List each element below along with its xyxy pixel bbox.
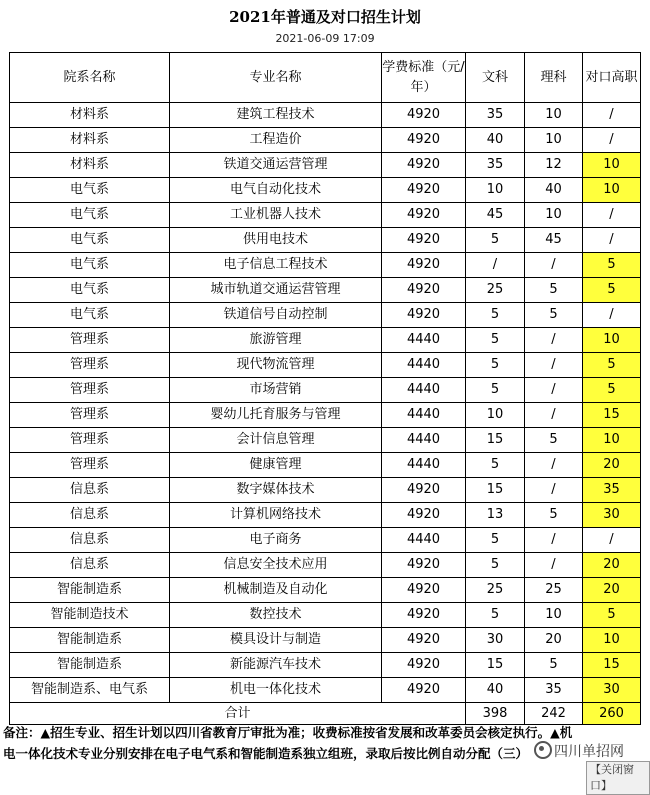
cell-science: / [525, 403, 583, 428]
cell-major: 计算机网络技术 [170, 503, 382, 528]
table-row [10, 153, 641, 178]
cell-dept: 智能制造系 [10, 578, 170, 603]
cell-science: 10 [525, 103, 583, 128]
cell-arts: 5 [466, 378, 525, 403]
cell-dept: 信息系 [10, 528, 170, 553]
cell-arts: 30 [466, 628, 525, 653]
col-header-dept: 院系名称 [10, 53, 170, 103]
cell-major: 婴幼儿托育服务与管理 [170, 403, 382, 428]
col-header-vocational: 对口高职 [583, 53, 641, 103]
table-row [10, 628, 641, 653]
cell-dept: 电气系 [10, 253, 170, 278]
cell-fee: 4920 [382, 253, 466, 278]
cell-major: 建筑工程技术 [170, 103, 382, 128]
page-title: 2021年普通及对口招生计划 [229, 8, 421, 26]
cell-dept: 管理系 [10, 353, 170, 378]
cell-major: 会计信息管理 [170, 428, 382, 453]
cell-fee: 4920 [382, 278, 466, 303]
col-header-major: 专业名称 [170, 53, 382, 103]
table-row [10, 253, 641, 278]
table-row [10, 553, 641, 578]
cell-fee: 4440 [382, 328, 466, 353]
cell-science: / [525, 553, 583, 578]
cell-fee: 4920 [382, 478, 466, 503]
footnote-line-2: 电一体化技术专业分别安排在电子电气系和智能制造系独立组班，录取后按比例自动分配（三） [3, 746, 529, 761]
cell-major: 机械制造及自动化 [170, 578, 382, 603]
cell-fee: 4920 [382, 203, 466, 228]
cell-vocational: / [583, 528, 641, 553]
cell-vocational: 10 [583, 628, 641, 653]
cell-science: / [525, 478, 583, 503]
cell-fee: 4920 [382, 678, 466, 703]
total-science: 242 [525, 703, 583, 725]
cell-vocational: / [583, 203, 641, 228]
table-header-row [10, 53, 641, 103]
cell-vocational: / [583, 228, 641, 253]
cell-dept: 管理系 [10, 328, 170, 353]
cell-science: 40 [525, 178, 583, 203]
table-row [10, 578, 641, 603]
cell-science: 35 [525, 678, 583, 703]
cell-major: 旅游管理 [170, 328, 382, 353]
table-row [10, 653, 641, 678]
cell-major: 供用电技术 [170, 228, 382, 253]
cell-arts: 5 [466, 603, 525, 628]
cell-fee: 4920 [382, 653, 466, 678]
table-row [10, 353, 641, 378]
cell-fee: 4440 [382, 528, 466, 553]
table-row [10, 178, 641, 203]
cell-vocational: 5 [583, 378, 641, 403]
cell-arts: 13 [466, 503, 525, 528]
cell-dept: 电气系 [10, 178, 170, 203]
cell-major: 城市轨道交通运营管理 [170, 278, 382, 303]
cell-arts: 10 [466, 403, 525, 428]
cell-major: 健康管理 [170, 453, 382, 478]
cell-fee: 4920 [382, 128, 466, 153]
cell-major: 模具设计与制造 [170, 628, 382, 653]
cell-arts: 25 [466, 278, 525, 303]
cell-major: 电子商务 [170, 528, 382, 553]
cell-arts: 5 [466, 553, 525, 578]
cell-fee: 4920 [382, 153, 466, 178]
cell-fee: 4920 [382, 578, 466, 603]
cell-science: 5 [525, 303, 583, 328]
cell-dept: 信息系 [10, 478, 170, 503]
cell-fee: 4440 [382, 428, 466, 453]
cell-arts: 5 [466, 528, 525, 553]
cell-science: / [525, 328, 583, 353]
cell-arts: 15 [466, 428, 525, 453]
cell-arts: 5 [466, 228, 525, 253]
cell-science: / [525, 253, 583, 278]
watermark [532, 741, 626, 761]
cell-dept: 材料系 [10, 128, 170, 153]
cell-arts: 35 [466, 103, 525, 128]
cell-science: 10 [525, 128, 583, 153]
cell-science: 5 [525, 653, 583, 678]
cell-vocational: 20 [583, 453, 641, 478]
cell-major: 信息安全技术应用 [170, 553, 382, 578]
cell-dept: 材料系 [10, 103, 170, 128]
cell-vocational: 30 [583, 678, 641, 703]
close-window-button[interactable]: 【关闭窗口】 [586, 761, 650, 795]
cell-dept: 管理系 [10, 403, 170, 428]
total-label: 合计 [10, 703, 466, 725]
wechat-icon [534, 741, 552, 759]
table-row [10, 403, 641, 428]
cell-vocational: 5 [583, 603, 641, 628]
cell-arts: 5 [466, 303, 525, 328]
cell-science: / [525, 353, 583, 378]
col-header-science: 理科 [525, 53, 583, 103]
table-row [10, 428, 641, 453]
cell-vocational: 5 [583, 278, 641, 303]
cell-arts: 5 [466, 328, 525, 353]
cell-vocational: 10 [583, 328, 641, 353]
cell-arts: 40 [466, 128, 525, 153]
cell-fee: 4920 [382, 628, 466, 653]
publish-datetime: 2021-06-09 17:09 [275, 32, 375, 45]
cell-fee: 4440 [382, 403, 466, 428]
cell-major: 铁道交通运营管理 [170, 153, 382, 178]
cell-arts: 10 [466, 178, 525, 203]
cell-dept: 智能制造系 [10, 628, 170, 653]
table-row [10, 378, 641, 403]
cell-arts: 40 [466, 678, 525, 703]
cell-vocational: 15 [583, 653, 641, 678]
cell-dept: 信息系 [10, 553, 170, 578]
enrollment-plan-table [9, 52, 641, 725]
cell-fee: 4920 [382, 553, 466, 578]
cell-major: 电气自动化技术 [170, 178, 382, 203]
table-row [10, 478, 641, 503]
cell-vocational: 5 [583, 353, 641, 378]
table-row [10, 678, 641, 703]
table-row [10, 528, 641, 553]
cell-arts: 25 [466, 578, 525, 603]
cell-dept: 智能制造系、电气系 [10, 678, 170, 703]
cell-arts: 45 [466, 203, 525, 228]
cell-science: 5 [525, 278, 583, 303]
cell-vocational: 5 [583, 253, 641, 278]
table-row [10, 503, 641, 528]
cell-dept: 电气系 [10, 303, 170, 328]
cell-science: 12 [525, 153, 583, 178]
table-row [10, 228, 641, 253]
watermark-text: 四川单招网 [554, 744, 624, 760]
cell-science: 45 [525, 228, 583, 253]
cell-arts: 15 [466, 478, 525, 503]
cell-vocational: 20 [583, 553, 641, 578]
table-row [10, 328, 641, 353]
col-header-arts: 文科 [466, 53, 525, 103]
cell-major: 数控技术 [170, 603, 382, 628]
cell-fee: 4920 [382, 228, 466, 253]
cell-dept: 管理系 [10, 428, 170, 453]
cell-science: 20 [525, 628, 583, 653]
cell-dept: 材料系 [10, 153, 170, 178]
cell-vocational: / [583, 103, 641, 128]
cell-dept: 管理系 [10, 378, 170, 403]
cell-fee: 4920 [382, 178, 466, 203]
cell-vocational: 10 [583, 178, 641, 203]
table-row [10, 128, 641, 153]
table-row [10, 603, 641, 628]
cell-science: / [525, 453, 583, 478]
cell-science: 5 [525, 503, 583, 528]
cell-dept: 智能制造技术 [10, 603, 170, 628]
footnote-line-1: 备注：▲招生专业、招生计划以四川省教育厅审批为准；收费标准按省发展和改革委员会核定执行。▲机 [3, 725, 573, 740]
cell-science: 10 [525, 203, 583, 228]
cell-dept: 电气系 [10, 228, 170, 253]
col-header-fee: 学费标准（元/年） [382, 53, 466, 103]
cell-fee: 4920 [382, 303, 466, 328]
cell-science: / [525, 378, 583, 403]
cell-vocational: / [583, 128, 641, 153]
cell-fee: 4440 [382, 378, 466, 403]
cell-arts: 5 [466, 353, 525, 378]
cell-vocational: 35 [583, 478, 641, 503]
cell-fee: 4440 [382, 453, 466, 478]
cell-science: 10 [525, 603, 583, 628]
cell-major: 机电一体化技术 [170, 678, 382, 703]
cell-vocational: 20 [583, 578, 641, 603]
cell-science: 25 [525, 578, 583, 603]
cell-major: 现代物流管理 [170, 353, 382, 378]
cell-major: 新能源汽车技术 [170, 653, 382, 678]
cell-major: 工程造价 [170, 128, 382, 153]
cell-arts: / [466, 253, 525, 278]
cell-dept: 电气系 [10, 278, 170, 303]
total-arts: 398 [466, 703, 525, 725]
cell-arts: 5 [466, 453, 525, 478]
total-vocational: 260 [583, 703, 641, 725]
cell-vocational: 30 [583, 503, 641, 528]
cell-science: / [525, 528, 583, 553]
table-row [10, 103, 641, 128]
table-row [10, 453, 641, 478]
cell-fee: 4920 [382, 103, 466, 128]
table-row [10, 303, 641, 328]
cell-fee: 4920 [382, 503, 466, 528]
cell-major: 工业机器人技术 [170, 203, 382, 228]
cell-major: 数字媒体技术 [170, 478, 382, 503]
cell-science: 5 [525, 428, 583, 453]
cell-vocational: 10 [583, 153, 641, 178]
cell-fee: 4440 [382, 353, 466, 378]
cell-fee: 4920 [382, 603, 466, 628]
cell-vocational: 10 [583, 428, 641, 453]
cell-dept: 电气系 [10, 203, 170, 228]
table-row [10, 278, 641, 303]
table-row [10, 203, 641, 228]
cell-major: 铁道信号自动控制 [170, 303, 382, 328]
cell-major: 电子信息工程技术 [170, 253, 382, 278]
cell-vocational: 15 [583, 403, 641, 428]
cell-arts: 35 [466, 153, 525, 178]
cell-major: 市场营销 [170, 378, 382, 403]
cell-dept: 智能制造系 [10, 653, 170, 678]
cell-arts: 15 [466, 653, 525, 678]
cell-dept: 管理系 [10, 453, 170, 478]
cell-vocational: / [583, 303, 641, 328]
cell-dept: 信息系 [10, 503, 170, 528]
